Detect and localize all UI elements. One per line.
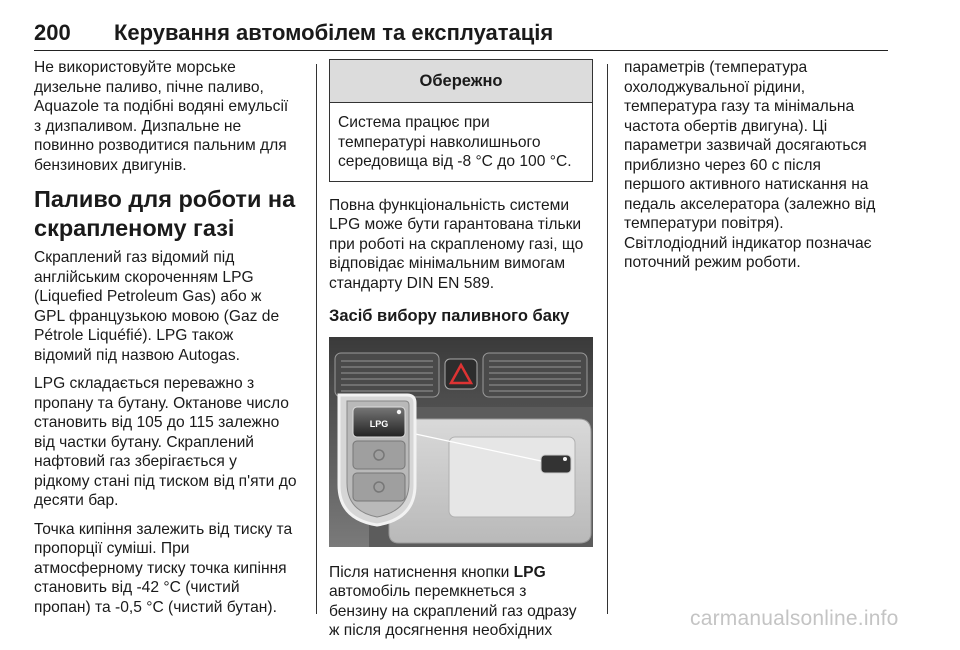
column-1 xyxy=(34,58,306,626)
lpg-button-label: LPG xyxy=(369,418,389,429)
caution-title: Обережно xyxy=(330,60,592,103)
air-vent-left xyxy=(335,353,439,397)
dashboard-illustration xyxy=(329,337,593,547)
column-divider-1 xyxy=(316,64,317,614)
caution-box xyxy=(329,59,593,182)
section-heading-lpg-fuel: Паливо для роботи на скрапленому газі xyxy=(34,186,296,241)
din-standard-paragraph: Повна функціональність системи LPG може бути гарантована тільки при роботі на скрапленому газі, що відповідає мінімальним вимогам стандарту DIN EN 589. xyxy=(329,196,584,292)
parameters-paragraph: параметрів (температура охолоджувальної рідини, температура газу та мінімальна частота обертів двигуна). Ці параметри зазвичай досягаються приблизно через 60 с після першого активного натискання на педаль акселератора (залежно від температури повітря). Світлодіодний індикатор позначає поточний режим роботи. xyxy=(624,59,876,271)
watermark: carmanualsonline.info xyxy=(690,607,899,630)
section-heading-fuel-selector: Засіб вибору паливного баку xyxy=(329,307,570,325)
column-divider-2 xyxy=(607,64,608,614)
lpg-composition-paragraph: LPG складається переважно з пропану та бутану. Октанове число становить від 105 до 115 залежно від частки бутану. Скраплений нафтовий газ зберігається у рідкому стані під тиском від п'яти до десяти бар. xyxy=(34,375,297,509)
hazard-button-icon xyxy=(445,359,477,389)
column-3 xyxy=(624,58,894,282)
boiling-point-paragraph: Точка кипіння залежить від тиску та пропорції суміші. При атмосферному тиску точка кипіння становить від -42 °C (чистий пропан) та -0,5 °C (чистий бутан). xyxy=(34,520,293,616)
page-title: Керування автомобілем та експлуатація xyxy=(114,20,554,45)
page-number: 200 xyxy=(34,20,71,45)
column-2 xyxy=(329,58,593,650)
lpg-bold-label: LPG xyxy=(513,563,546,581)
lpg-switch-paragraph: Після натиснення кнопки LPG автомобіль перемкнеться з бензину на скраплений газ одразу ж після досягнення необхідних xyxy=(329,563,577,639)
lpg-button-icon xyxy=(353,407,405,437)
intro-paragraph: Не використовуйте морське дизельне паливо, пічне паливо, Aquazole та подібні водяні емульсії з дизпаливом. Дизпальне не повинно розводитися пальним для бензинових двигунів. xyxy=(34,59,289,174)
fuel-selector-figure xyxy=(329,337,593,547)
air-vent-right xyxy=(483,353,587,397)
lpg-switch-small-icon xyxy=(541,455,571,473)
caution-text: Система працює при температурі навколишнього середовища від -8 °C до 100 °C. xyxy=(338,114,572,170)
page-header xyxy=(34,18,888,51)
lpg-definition-paragraph: Скраплений газ відомий під англійським скороченням LPG (Liquefied Petroleum Gas) або ж GPL французькою мовою (Gaz de Pétrole Liquéfié). LPG також відомий під назвою Autogas. xyxy=(34,249,280,364)
